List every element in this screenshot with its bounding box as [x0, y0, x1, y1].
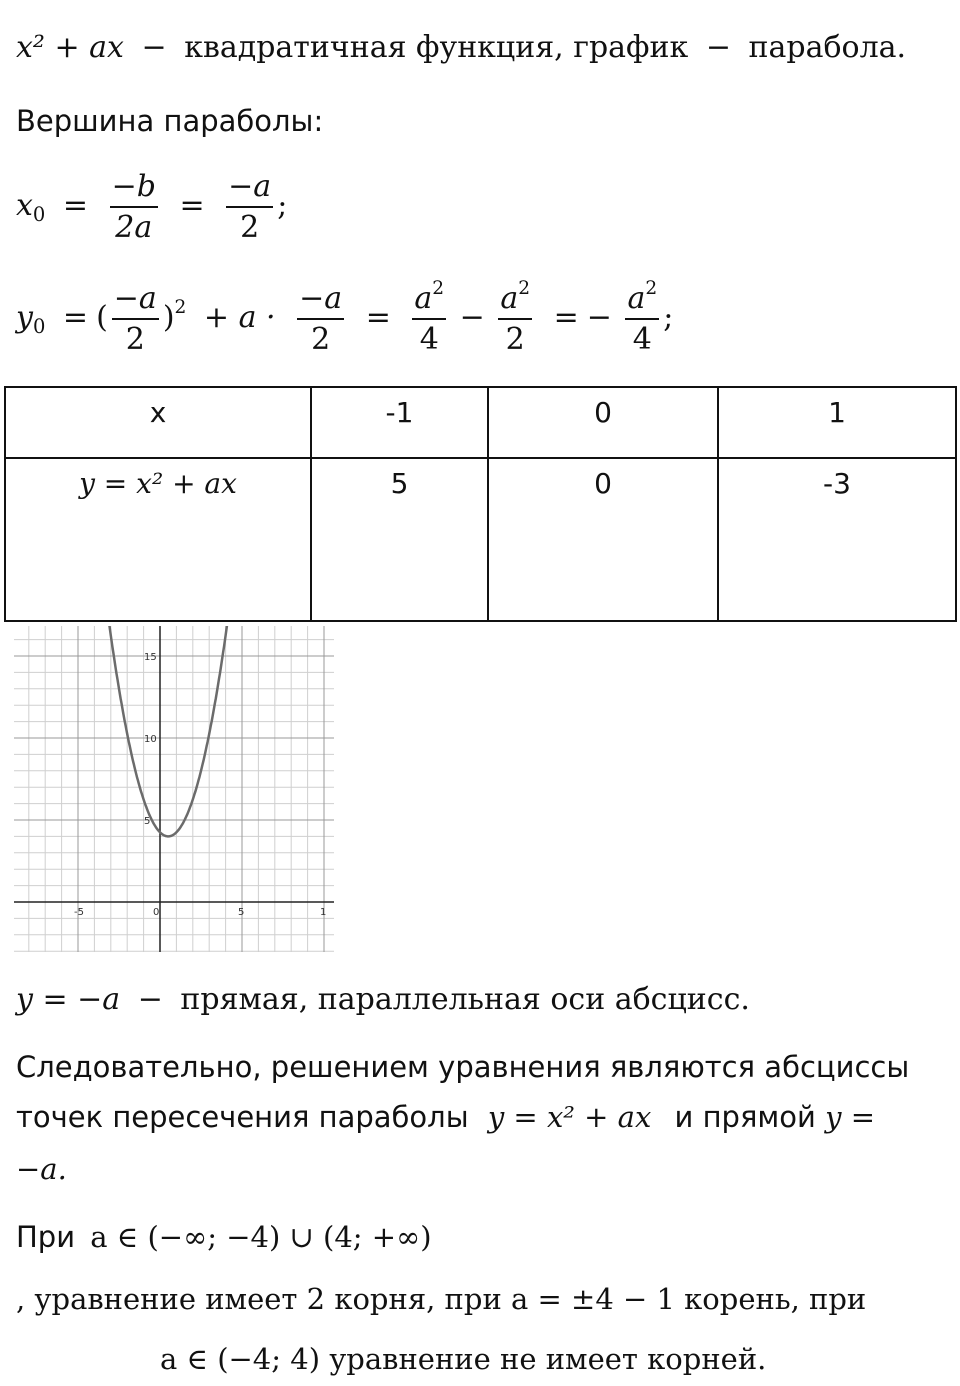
values-table [4, 386, 957, 622]
fraction: $\frac{-a}{2}$ [299, 281, 343, 357]
table-cell: 1 [718, 387, 956, 458]
table-cell: 0 [488, 458, 718, 621]
intro-line: x² + ax − квадратичная функция, график − парабола. [16, 30, 907, 65]
intro-text: квадратичная функция, график [184, 30, 689, 65]
x-tick-label: 0 [153, 907, 160, 918]
conclusion-line-1: Следовательно, решением уравнения являются абсциссы [16, 1050, 910, 1084]
fraction: $\frac{a^2}{2}$ [500, 278, 531, 357]
function-expression: x² + ax [16, 30, 124, 65]
table-cell: -3 [718, 458, 956, 621]
table-row [5, 458, 956, 621]
x-tick-label: -5 [74, 907, 84, 918]
table-cell: 0 [488, 387, 718, 458]
table-row [5, 387, 956, 458]
y-tick-label: 10 [144, 734, 157, 745]
answer-line-3: a ∈ (−4; 4) уравнение не имеет корней. [160, 1342, 767, 1376]
answer-line-1: При a ∈ (−∞; −4) ∪ (4; +∞) [16, 1220, 432, 1254]
fraction: $\frac{a^2}{4}$ [414, 278, 445, 357]
x-tick-label: 1 [320, 907, 327, 918]
table-cell: -1 [311, 387, 488, 458]
x0-formula: $x_0$ = $\frac{-b}{2a}$ = $\frac{-a}{2}$ ; [16, 169, 288, 245]
conclusion-line-3: −a. [16, 1152, 67, 1186]
y-tick-label: 15 [144, 652, 157, 663]
y-tick-label: 5 [144, 816, 151, 827]
fraction: $\frac{-b}{2a}$ [111, 169, 156, 245]
table-cell: x [5, 387, 311, 458]
table-cell: 5 [311, 458, 488, 621]
fraction: $\frac{-a}{2}$ [113, 281, 157, 357]
graph-grid [14, 626, 334, 952]
answer-line-2: , уравнение имеет 2 корня, при a = ±4 − 1 корень, при [16, 1282, 867, 1316]
line-description: y = −a − прямая, параллельная оси абсцисс. [16, 982, 750, 1017]
fraction: $\frac{-a}{2}$ [228, 169, 272, 245]
y0-formula: $y_0$ = ( $\frac{-a}{2}$ )$^2$ + a · $\frac{-a}{2}$ = $\frac{a^2}{4}$ − $\frac{a^2}{2}$ = − $\frac{a^2}{4}$ ; [16, 278, 674, 357]
table-cell: y = x² + ax [5, 458, 311, 621]
x-tick-label: 5 [238, 907, 245, 918]
conclusion-line-2: точек пересечения параболы y = x² + ax и прямой y = [16, 1100, 876, 1134]
parabola-curve [108, 626, 228, 836]
vertex-heading: Вершина параболы: [16, 104, 324, 138]
parabola-graph [14, 626, 334, 952]
fraction: $\frac{a^2}{4}$ [627, 278, 658, 357]
